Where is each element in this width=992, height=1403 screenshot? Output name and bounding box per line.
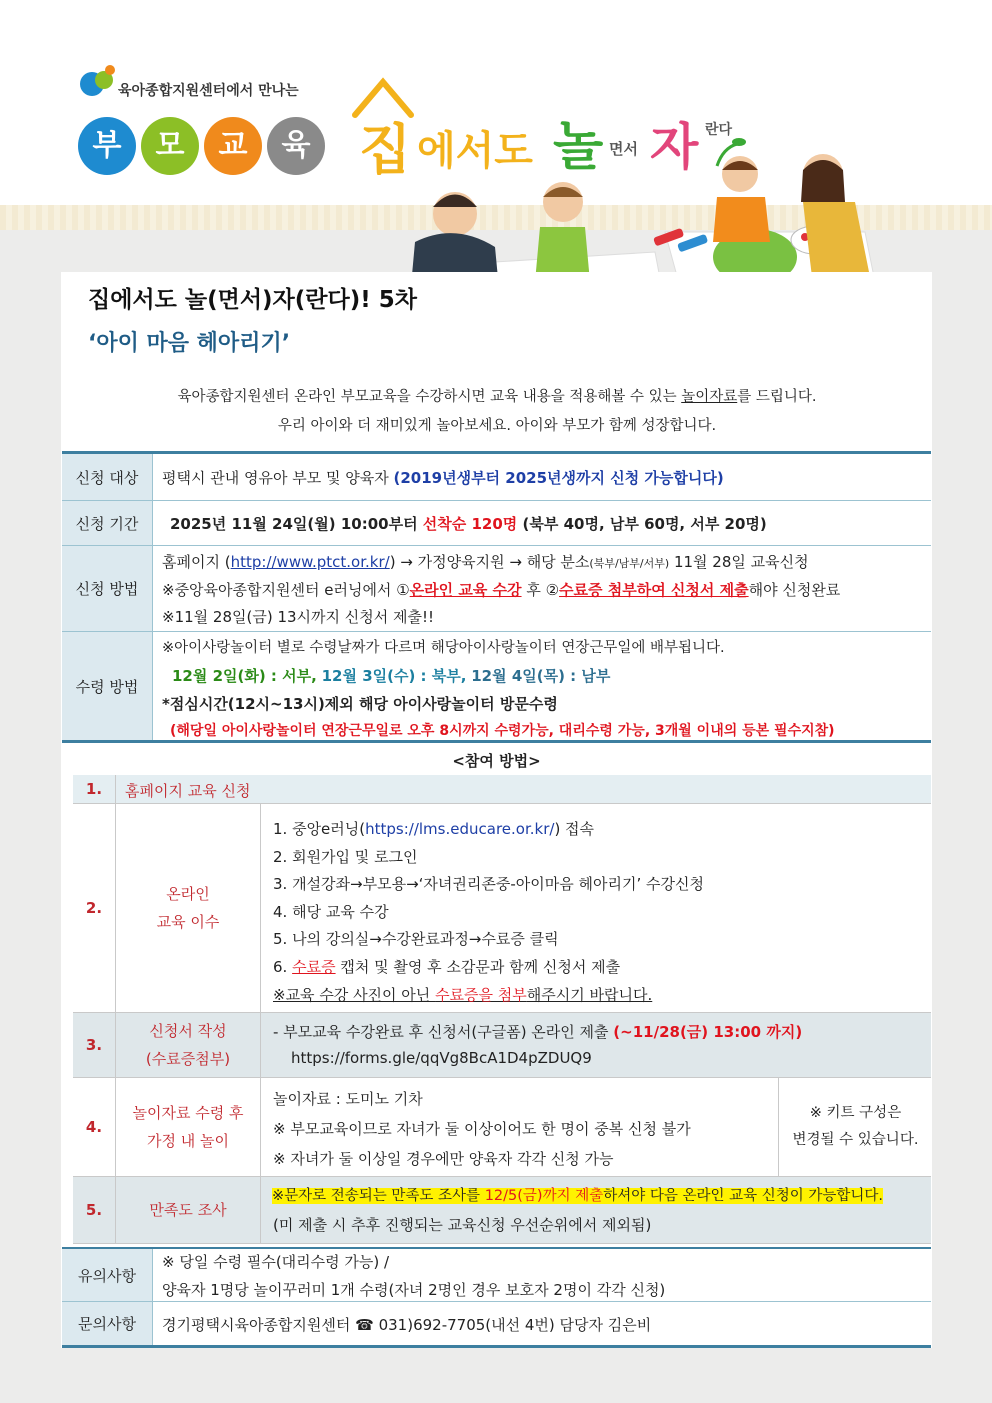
label-target: 신청 대상 [62,454,153,500]
step-title-3: 신청서 작성 (수료증첨부) [116,1013,261,1077]
step-num-2: 2. [73,804,116,1012]
step4-line-2: ※ 부모교육이므로 자녀가 둘 이상이어도 한 명이 중복 신청 불가 [273,1120,691,1138]
intro-line-1: 육아종합지원센터 온라인 부모교육을 수강하시면 교육 내용을 적용해볼 수 있는 놀이자료를 드립니다. [177,389,817,405]
brush-nol: 놀 [553,117,604,177]
method-line-2: ※중앙육아종합지원센터 e러닝에서 ①온라인 교육 수강 후 ②수료증 첨부하여 신청서 제출해야 신청완료 [162,581,841,599]
circle-bu: 부 [78,117,136,175]
step3-line-1: - 부모교육 수강완료 후 신청서(구글폼) 온라인 제출 (~11/28(금) 13:00 까지) [273,1023,803,1041]
step2-item-5: 5. 나의 강의실→수강완료과정→수료증 클릭 [273,930,559,948]
contact-label: 문의사항 [62,1302,153,1345]
receive-line-3: *점심시간(12시~13시)제외 해당 아이사랑놀이터 방문수령 [162,695,558,713]
step-num-5: 5. [73,1177,116,1243]
step-title-5: 만족도 조사 [116,1177,261,1243]
ptct-link[interactable]: http://www.ptct.or.kr/ [230,553,390,571]
step2-item-4: 4. 해당 교육 수강 [273,903,389,921]
step-num-1: 1. [73,775,116,803]
brush-ja: 자 [650,118,699,176]
step-num-4: 4. [73,1078,116,1176]
label-receive: 수령 방법 [62,632,153,740]
step-row-5 [73,1177,931,1244]
value-target: 평택시 관내 영유아 부모 및 양육자 (2019년생부터 2025년생까지 신청 가능합니다) [162,469,724,487]
brush-myeonseo: 면서 [609,140,638,158]
contact-info: 경기평택시육아종합지원센터 ☎ 031)692-7705(내선 4번) 담당자 김은비 [162,1316,652,1334]
caution-row [62,1249,931,1302]
brush-eseodo: 에서도 [417,128,533,174]
step-row-3 [73,1013,931,1078]
step4-line-1: 놀이자료 : 도미노 기차 [273,1090,423,1108]
participation-heading: <참여 방법> [452,752,541,770]
circle-mo: 모 [141,117,199,175]
page-subtitle: ‘아이 마음 헤아리기’ [88,331,291,356]
brush-randa: 란다 [705,122,733,138]
step2-note: ※교육 수강 사진이 아닌 수료증을 첨부해주시기 바랍니다. [273,986,653,1004]
caution-line-2: 양육자 1명당 놀이꾸러미 1개 수령(자녀 2명인 경우 보호자 2명이 각각 신청) [162,1281,666,1299]
step-title-1: 홈페이지 교육 신청 [125,782,251,800]
brush-jip: 집 [359,118,412,180]
circle-gyo: 교 [204,117,262,175]
intro-line-2: 우리 아이와 더 재미있게 놀아보세요. 아이와 부모가 함께 성장합니다. [277,418,717,434]
label-period: 신청 기간 [62,501,153,545]
educare-link[interactable]: https://lms.educare.or.kr/ [365,820,555,838]
method-line-1: 홈페이지 (http://www.ptct.or.kr/) → 가정양육지원 → 해당 분소(북부/남부/서부) 11월 28일 교육신청 [162,553,809,571]
caution-line-1: ※ 당일 수령 필수(대리수령 가능) / [162,1253,390,1271]
step5-line-1: ※문자로 전송되는 만족도 조사를 12/5(금)까지 제출하셔야 다음 온라인 교육 신청이 가능합니다. [272,1188,883,1204]
receive-line-1: ※아이사랑놀이터 별로 수령날짜가 다르며 해당아이사랑놀이터 연장근무일에 배부됩니다. [162,640,725,656]
info-row-receive [62,632,931,740]
info-row-period [62,501,931,546]
application-info-table [62,451,931,743]
step-row-4 [73,1078,931,1177]
value-period: 2025년 11월 24일(월) 10:00부터 선착순 120명 (북부 40명, 남부 60명, 서부 20명) [170,515,767,533]
step3-form-link[interactable]: https://forms.gle/qqVg8BcA1D4pZDUQ9 [291,1049,592,1067]
method-line-3: ※11월 28일(금) 13시까지 신청서 제출!! [162,608,435,626]
step-row-2 [73,804,931,1013]
step5-line-2: (미 제출 시 추후 진행되는 교육신청 우선순위에서 제외됨) [273,1216,652,1234]
info-row-target [62,454,931,501]
step-title-4: 놀이자료 수령 후 가정 내 놀이 [116,1078,261,1176]
caution-label: 유의사항 [62,1249,153,1301]
notes-table [62,1247,931,1348]
step-num-3: 3. [73,1013,116,1077]
center-logo-icon [78,62,118,102]
step-row-1 [73,775,931,804]
circle-yuk: 육 [267,117,325,175]
page-title: 집에서도 놀(면서)자(란다)! 5차 [88,287,417,313]
info-row-method [62,546,931,632]
step2-item-1: 1. 중앙e러닝(https://lms.educare.or.kr/) 접속 [273,820,595,838]
label-method: 신청 방법 [62,546,153,631]
step4-line-3: ※ 자녀가 둘 이상일 경우에만 양육자 각각 신청 가능 [273,1150,614,1168]
step2-item-2: 2. 회원가입 및 로그인 [273,848,418,866]
receive-dates: 12월 2일(화) : 서부, 12월 3일(수) : 북부, 12월 4일(목) : 남부 [172,667,611,685]
contact-row [62,1302,931,1345]
receive-line-4: (해당일 아이사랑놀이터 연장근무일로 오후 8시까지 수령가능, 대리수령 가능, 3개월 이내의 등본 필수지참) [170,723,835,739]
logo-subtitle: 육아종합지원센터에서 만나는 [118,83,299,99]
step2-item-3: 3. 개설강좌→부모용→‘자녀권리존중-아이마음 헤아리기’ 수강신청 [273,875,704,893]
step-title-2: 온라인 교육 이수 [116,804,261,1012]
kit-notice: ※ 키트 구성은 변경될 수 있습니다. [778,1078,932,1176]
step2-item-6: 6. 수료증 캡처 및 촬영 후 소감문과 함께 신청서 제출 [273,958,621,976]
